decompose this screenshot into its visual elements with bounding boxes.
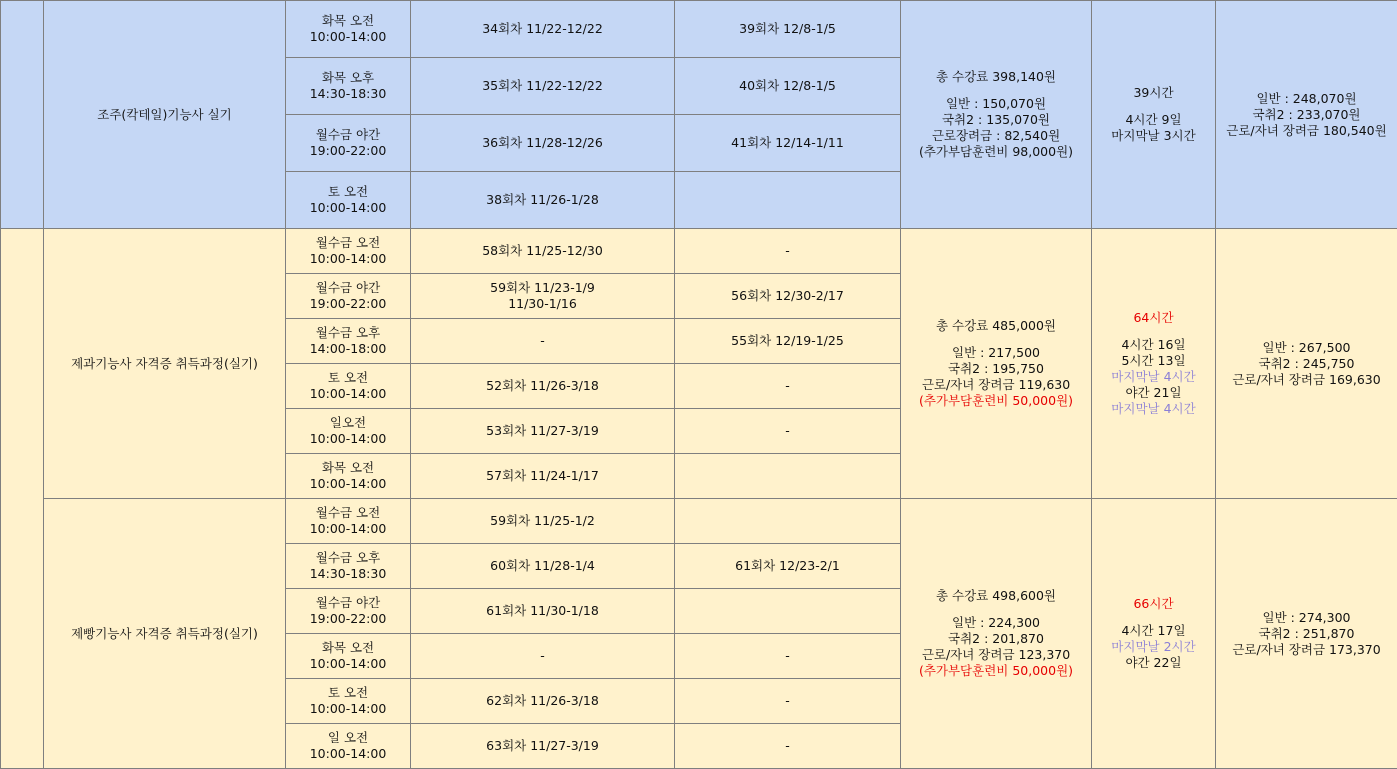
self-pay-cell [1216,499,1397,769]
session-day: 월수금 오후 [288,550,408,566]
session-time: 10:00-14:00 [288,701,408,717]
self-pay-gukchwi: 국취2 : 233,070원 [1218,107,1395,123]
session-time: 14:30-18:30 [288,86,408,102]
session-day: 월수금 야간 [288,595,408,611]
session-cell [286,499,411,544]
self-pay-worker: 근로/자녀 장려금 180,540원 [1218,123,1395,139]
session-day: 화목 오전 [288,460,408,476]
fee-gukchwi: 국취2 : 195,750 [903,361,1089,377]
session-cell [286,1,411,58]
cohort-a-cell: 34회차 11/22-12/22 [411,1,675,58]
hours-cell [1092,1,1216,229]
session-time: 19:00-22:00 [288,143,408,159]
session-time: 10:00-14:00 [288,251,408,267]
row-margin-cell [1,229,44,769]
course-name: 제과기능사 자격증 취득과정(실기) [44,229,286,499]
session-time: 19:00-22:00 [288,296,408,312]
cohort-b-cell: - [675,634,901,679]
session-cell [286,172,411,229]
cohort-a-cell: 60회차 11/28-1/4 [411,544,675,589]
cohort-a-cell: 63회차 11/27-3/19 [411,724,675,769]
fee-general: 일반 : 224,300 [903,615,1089,631]
fee-total: 총 수강료 398,140원 [903,69,1089,85]
session-day: 토 오전 [288,685,408,701]
cohort-b-cell: 41회차 12/14-1/11 [675,115,901,172]
session-day: 월수금 오전 [288,505,408,521]
cohort-b-cell: - [675,364,901,409]
session-time: 10:00-14:00 [288,386,408,402]
session-day: 일 오전 [288,730,408,746]
fee-total: 총 수강료 498,600원 [903,588,1089,604]
session-cell [286,409,411,454]
cohort-a-cell: 62회차 11/26-3/18 [411,679,675,724]
session-cell [286,454,411,499]
hours-total: 64시간 [1094,310,1213,326]
session-time: 10:00-14:00 [288,746,408,762]
session-time: 10:00-14:00 [288,521,408,537]
fee-extra: (추가부담훈련비 50,000원) [903,393,1089,409]
hours-line: 4시간 17일 [1094,623,1213,639]
cohort-a-cell: 38회차 11/26-1/28 [411,172,675,229]
session-cell [286,274,411,319]
cohort-a-cell: 36회차 11/28-12/26 [411,115,675,172]
fee-worker: 근로/자녀 장려금 119,630 [903,377,1089,393]
session-cell [286,229,411,274]
session-cell [286,319,411,364]
row-margin-cell [1,1,44,229]
self-pay-general: 일반 : 267,500 [1218,340,1395,356]
session-time: 10:00-14:00 [288,476,408,492]
fee-worker: 근로/자녀 장려금 123,370 [903,647,1089,663]
session-day: 월수금 오전 [288,235,408,251]
self-pay-cell [1216,229,1397,499]
fee-general: 일반 : 150,070원 [903,96,1089,112]
self-pay-worker: 근로/자녀 장려금 169,630 [1218,372,1395,388]
self-pay-gukchwi: 국취2 : 251,870 [1218,626,1395,642]
hours-line: 마지막날 4시간 [1094,401,1213,417]
cohort-a-cell: 58회차 11/25-12/30 [411,229,675,274]
self-pay-gukchwi: 국취2 : 245,750 [1218,356,1395,372]
hours-line: 야간 21일 [1094,385,1213,401]
session-cell [286,679,411,724]
session-time: 10:00-14:00 [288,431,408,447]
cohort-a-cell: 61회차 11/30-1/18 [411,589,675,634]
hours-cell [1092,499,1216,769]
self-pay-worker: 근로/자녀 장려금 173,370 [1218,642,1395,658]
fee-total: 총 수강료 485,000원 [903,318,1089,334]
hours-total: 66시간 [1094,596,1213,612]
session-day: 일오전 [288,415,408,431]
table-row [1,229,1397,274]
session-time: 10:00-14:00 [288,29,408,45]
fee-extra: (추가부담훈련비 50,000원) [903,663,1089,679]
cohort-a-cell: 57회차 11/24-1/17 [411,454,675,499]
session-cell [286,544,411,589]
hours-cell [1092,229,1216,499]
cohort-b-cell: - [675,409,901,454]
cohort-b-cell: 56회차 12/30-2/17 [675,274,901,319]
fee-general: 일반 : 217,500 [903,345,1089,361]
cohort-a-cell: 52회차 11/26-3/18 [411,364,675,409]
cohort-a-cell: - [411,634,675,679]
fee-gukchwi: 국취2 : 201,870 [903,631,1089,647]
hours-line: 5시간 13일 [1094,353,1213,369]
session-day: 토 오전 [288,184,408,200]
fee-cell [901,499,1092,769]
course-name: 조주(칵테일)기능사 실기 [44,1,286,229]
session-time: 19:00-22:00 [288,611,408,627]
session-cell [286,58,411,115]
cohort-b-cell [675,589,901,634]
self-pay-general: 일반 : 274,300 [1218,610,1395,626]
hours-line: 마지막날 4시간 [1094,369,1213,385]
fee-gukchwi: 국취2 : 135,070원 [903,112,1089,128]
cohort-a-cell: - [411,319,675,364]
session-cell [286,634,411,679]
session-cell [286,115,411,172]
table-row [1,1,1397,58]
session-day: 화목 오전 [288,13,408,29]
session-day: 토 오전 [288,370,408,386]
cohort-b-cell [675,454,901,499]
session-time: 10:00-14:00 [288,656,408,672]
hours-total: 39시간 [1094,85,1213,101]
session-day: 화목 오전 [288,640,408,656]
session-time: 14:00-18:00 [288,341,408,357]
cohort-b-cell: 55회차 12/19-1/25 [675,319,901,364]
cohort-a-line: 59회차 11/23-1/9 [413,280,672,296]
session-cell [286,589,411,634]
cohort-b-cell: - [675,229,901,274]
hours-line: 야간 22일 [1094,655,1213,671]
table-row [1,499,1397,544]
cohort-b-cell: 40회차 12/8-1/5 [675,58,901,115]
cohort-b-cell [675,172,901,229]
cohort-b-cell [675,499,901,544]
hours-line: 4시간 16일 [1094,337,1213,353]
cohort-a-cell: 59회차 11/25-1/2 [411,499,675,544]
session-cell [286,364,411,409]
session-time: 10:00-14:00 [288,200,408,216]
session-day: 월수금 야간 [288,127,408,143]
fee-extra: (추가부담훈련비 98,000원) [903,144,1089,160]
cohort-a-line: 11/30-1/16 [413,296,672,312]
self-pay-cell [1216,1,1397,229]
fee-cell [901,1,1092,229]
fee-cell [901,229,1092,499]
cohort-a-cell: 53회차 11/27-3/19 [411,409,675,454]
cohort-a-cell [411,274,675,319]
session-time: 14:30-18:30 [288,566,408,582]
course-name: 제빵기능사 자격증 취득과정(실기) [44,499,286,769]
hours-line: 4시간 9일 [1094,112,1213,128]
hours-line: 마지막날 3시간 [1094,128,1213,144]
cohort-b-cell: 61회차 12/23-2/1 [675,544,901,589]
fee-worker: 근로장려금 : 82,540원 [903,128,1089,144]
cohort-b-cell: - [675,724,901,769]
hours-line: 마지막날 2시간 [1094,639,1213,655]
session-day: 월수금 오후 [288,325,408,341]
session-day: 화목 오후 [288,70,408,86]
cohort-b-cell: - [675,679,901,724]
session-day: 월수금 야간 [288,280,408,296]
self-pay-general: 일반 : 248,070원 [1218,91,1395,107]
session-cell [286,724,411,769]
cohort-a-cell: 35회차 11/22-12/22 [411,58,675,115]
cohort-b-cell: 39회차 12/8-1/5 [675,1,901,58]
